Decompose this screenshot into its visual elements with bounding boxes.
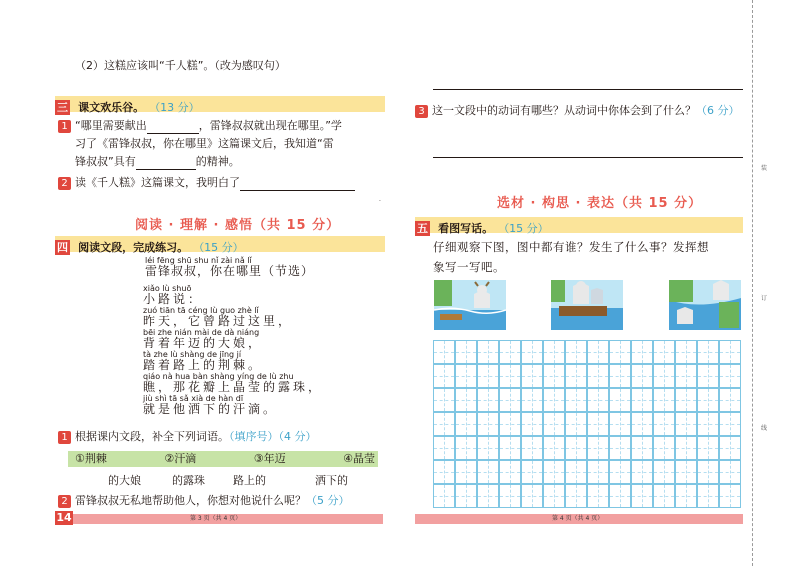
grid-cell[interactable] <box>719 340 741 364</box>
dot-mark: · <box>379 198 381 205</box>
answer-line[interactable] <box>433 157 743 158</box>
grid-cell[interactable] <box>719 412 741 436</box>
section-5-title-row <box>415 217 549 236</box>
grid-cell[interactable] <box>455 364 477 388</box>
question-text: “哪里需要献出 <box>75 119 147 132</box>
goat-rescue-picture-1 <box>434 280 506 330</box>
section-5-score: （15 分） <box>498 222 549 235</box>
grid-cell[interactable] <box>697 436 719 460</box>
grid-cell[interactable] <box>587 412 609 436</box>
poem-text: 踏着路上的荆棘。 <box>143 358 264 372</box>
question-note: （填序号） <box>229 430 279 443</box>
question-number: 1 <box>58 120 71 133</box>
grid-cell[interactable] <box>543 364 565 388</box>
writing-prompt-line-2: 象写一写吧。 <box>433 260 505 274</box>
grid-cell[interactable] <box>499 340 521 364</box>
grid-cell[interactable] <box>521 364 543 388</box>
grid-cell[interactable] <box>565 340 587 364</box>
s4-question-1 <box>58 430 317 444</box>
grid-cell[interactable] <box>631 412 653 436</box>
grid-cell[interactable] <box>499 484 521 508</box>
s4-question-2 <box>58 494 350 508</box>
grid-cell[interactable] <box>609 412 631 436</box>
question-text: 根据课内文段，补全下列词语。 <box>75 430 229 443</box>
section-5-title: 看图写话。 <box>438 222 494 235</box>
grid-cell[interactable] <box>609 388 631 412</box>
poem-pinyin: léi fēng shū shu nǐ zài nǎ lǐ <box>145 256 252 265</box>
poem-title-block <box>145 256 314 278</box>
grid-cell[interactable] <box>719 484 741 508</box>
grid-cell[interactable] <box>455 412 477 436</box>
answer-blank[interactable] <box>240 176 355 191</box>
poem-pinyin: zuó tiān tā céng lù guo zhè lǐ <box>143 306 259 315</box>
grid-cell[interactable] <box>719 436 741 460</box>
grid-cell[interactable] <box>675 484 697 508</box>
grid-cell[interactable] <box>499 412 521 436</box>
question-number: 1 <box>58 431 71 444</box>
grid-cell[interactable] <box>697 340 719 364</box>
grid-cell[interactable] <box>609 460 631 484</box>
poem-pinyin: xiǎo lù shuō <box>143 284 192 293</box>
grid-cell[interactable] <box>433 364 455 388</box>
grid-cell[interactable] <box>565 484 587 508</box>
poem-line <box>143 306 293 328</box>
grid-cell[interactable] <box>455 388 477 412</box>
grid-cell[interactable] <box>609 340 631 364</box>
grid-cell[interactable] <box>653 388 675 412</box>
grid-cell[interactable] <box>433 484 455 508</box>
grid-cell[interactable] <box>543 412 565 436</box>
section-4-badge: 四 <box>57 241 68 254</box>
grid-cell[interactable] <box>565 388 587 412</box>
grid-cell[interactable] <box>499 460 521 484</box>
grid-cell[interactable] <box>697 460 719 484</box>
grid-cell[interactable] <box>565 460 587 484</box>
word-options <box>75 452 375 466</box>
poem-pinyin: jiù shì tā sǎ xià de hàn dī <box>143 394 244 403</box>
section-3-title: 课文欢乐谷。 <box>78 101 145 114</box>
answer-line[interactable] <box>433 89 743 90</box>
binding-mark: 装 <box>761 165 768 172</box>
grid-cell[interactable] <box>609 484 631 508</box>
s3-question-1-line2: 习了《雷锋叔叔，你在哪里》这篇课文后，我知道“雷 <box>75 137 334 150</box>
poem-text: 瞧，那花瓣上晶莹的露珠， <box>143 380 324 394</box>
grid-cell[interactable] <box>653 364 675 388</box>
poem-line <box>143 372 323 394</box>
poem-text: 就是他洒下的汗滴。 <box>143 402 279 416</box>
poem-text: 昨天，它曾路过这里， <box>143 314 294 328</box>
grid-cell[interactable] <box>543 484 565 508</box>
grid-cell[interactable] <box>609 364 631 388</box>
question-number: 3 <box>415 105 428 118</box>
grid-cell[interactable] <box>543 460 565 484</box>
grid-cell[interactable] <box>653 460 675 484</box>
grid-cell[interactable] <box>543 436 565 460</box>
grid-cell[interactable] <box>455 340 477 364</box>
question-score: （5 分） <box>306 494 350 507</box>
blank-word[interactable]: 路上的 <box>233 474 266 487</box>
grid-cell[interactable] <box>631 436 653 460</box>
grid-cell[interactable] <box>543 388 565 412</box>
grid-cell[interactable] <box>499 436 521 460</box>
section-4-title-row <box>55 236 244 255</box>
section-3-title-row <box>55 96 200 115</box>
grid-cell[interactable] <box>719 388 741 412</box>
grid-cell[interactable] <box>697 412 719 436</box>
poem-pinyin: bēi zhe nián mài de dà niáng <box>143 328 260 337</box>
grid-cell[interactable] <box>455 484 477 508</box>
grid-cell[interactable] <box>719 460 741 484</box>
grid-cell[interactable] <box>587 460 609 484</box>
section-3-badge: 三 <box>57 101 68 114</box>
sentence-rewrite-question: （2）这糕应该叫“千人糕”。（改为感叹句） <box>75 59 286 72</box>
grid-cell[interactable] <box>587 364 609 388</box>
binding-mark: 订 <box>761 295 768 302</box>
grid-cell[interactable] <box>653 436 675 460</box>
poem-pinyin: tà zhe lù shàng de jīng jí <box>143 350 242 359</box>
grid-cell[interactable] <box>675 388 697 412</box>
writing-section-heading: 选材 · 构思 · 表达（共 15 分） <box>497 196 703 211</box>
grid-cell[interactable] <box>521 460 543 484</box>
page-number: 14 <box>56 511 72 524</box>
r-question-3 <box>415 104 740 118</box>
question-text: 的精神。 <box>195 155 240 168</box>
grid-cell[interactable] <box>587 340 609 364</box>
poem-line <box>143 394 278 416</box>
question-score: （4 分） <box>278 430 317 443</box>
question-text: 锋叔叔”具有 <box>75 155 136 168</box>
answer-blank[interactable] <box>136 155 196 170</box>
s3-question-1-line3 <box>75 155 240 170</box>
grid-cell[interactable] <box>653 412 675 436</box>
option-item: ①荆棘 <box>75 452 107 465</box>
grid-cell[interactable] <box>477 484 499 508</box>
grid-cell[interactable] <box>433 412 455 436</box>
grid-cell[interactable] <box>675 412 697 436</box>
grid-cell[interactable] <box>521 340 543 364</box>
goat-rescue-picture-3 <box>669 280 741 330</box>
poem-line <box>143 328 263 350</box>
grid-cell[interactable] <box>499 388 521 412</box>
grid-cell[interactable] <box>433 436 455 460</box>
answer-blank[interactable] <box>147 119 199 134</box>
grid-cell[interactable] <box>653 484 675 508</box>
grid-cell[interactable] <box>477 340 499 364</box>
grid-cell[interactable] <box>631 460 653 484</box>
section-4-title: 阅读文段，完成练习。 <box>78 241 189 254</box>
grid-cell[interactable] <box>587 436 609 460</box>
grid-cell[interactable] <box>697 388 719 412</box>
option-item: ④晶莹 <box>343 452 375 465</box>
question-score: （6 分） <box>696 104 740 117</box>
grid-cell[interactable] <box>477 436 499 460</box>
grid-cell[interactable] <box>477 460 499 484</box>
grid-cell[interactable] <box>631 388 653 412</box>
blank-word[interactable]: 的露珠 <box>172 474 205 487</box>
blank-word[interactable]: 洒下的 <box>315 474 348 487</box>
writing-grid[interactable] <box>433 340 741 508</box>
question-text: 读《千人糕》这篇课文，我明白了 <box>75 176 240 189</box>
grid-cell[interactable] <box>521 388 543 412</box>
binding-mark: 线 <box>761 425 768 432</box>
s3-question-1 <box>58 119 342 134</box>
poem-pinyin: qiáo nà hua bàn shàng yíng de lù zhu <box>143 372 294 381</box>
question-number: 2 <box>58 177 71 190</box>
grid-cell[interactable] <box>719 364 741 388</box>
question-number: 2 <box>58 495 71 508</box>
reading-section-heading: 阅读 · 理解 · 感悟（共 15 分） <box>135 218 341 233</box>
poem-line <box>143 284 203 306</box>
s3-question-2 <box>58 176 355 191</box>
question-text: ，雷锋叔叔就出现在哪里。”学 <box>198 119 342 132</box>
poem-title: 雷锋叔叔，你在哪里（节选） <box>145 264 315 278</box>
grid-cell[interactable] <box>675 364 697 388</box>
left-footer-text: 第 3 页（共 4 页） <box>190 515 242 522</box>
grid-cell[interactable] <box>433 340 455 364</box>
binding-dashed-line <box>752 0 753 566</box>
poem-text: 背着年迈的大娘， <box>143 336 264 350</box>
grid-cell[interactable] <box>521 436 543 460</box>
grid-cell[interactable] <box>543 340 565 364</box>
grid-cell[interactable] <box>521 412 543 436</box>
poem-line <box>143 350 263 372</box>
grid-cell[interactable] <box>587 388 609 412</box>
question-text: 雷锋叔叔无私地帮助他人，你想对他说什么呢？ <box>75 494 306 507</box>
option-item: ③年迈 <box>253 452 286 465</box>
grid-cell[interactable] <box>565 436 587 460</box>
grid-cell[interactable] <box>587 484 609 508</box>
section-3-score: （13 分） <box>149 101 200 114</box>
grid-cell[interactable] <box>477 388 499 412</box>
question-text: 这一文段中的动词有哪些？从动词中你体会到了什么？ <box>432 104 696 117</box>
grid-cell[interactable] <box>455 460 477 484</box>
grid-cell[interactable] <box>477 364 499 388</box>
grid-cell[interactable] <box>675 340 697 364</box>
grid-cell[interactable] <box>675 436 697 460</box>
right-footer-text: 第 4 页（共 4 页） <box>552 515 604 522</box>
grid-cell[interactable] <box>675 460 697 484</box>
grid-cell[interactable] <box>565 364 587 388</box>
grid-cell[interactable] <box>631 340 653 364</box>
grid-cell[interactable] <box>609 436 631 460</box>
grid-cell[interactable] <box>477 412 499 436</box>
option-item: ②汗滴 <box>164 452 197 465</box>
grid-cell[interactable] <box>653 340 675 364</box>
grid-cell[interactable] <box>455 436 477 460</box>
grid-cell[interactable] <box>697 364 719 388</box>
writing-prompt-line-1: 仔细观察下图，图中都有谁？发生了什么事？发挥想 <box>433 240 709 254</box>
grid-cell[interactable] <box>433 460 455 484</box>
grid-cell[interactable] <box>631 364 653 388</box>
blank-word[interactable]: 的大娘 <box>108 474 141 487</box>
grid-cell[interactable] <box>433 388 455 412</box>
poem-text: 小路说： <box>143 292 204 306</box>
grid-cell[interactable] <box>631 484 653 508</box>
section-5-badge: 五 <box>417 222 428 235</box>
grid-cell[interactable] <box>565 412 587 436</box>
grid-cell[interactable] <box>521 484 543 508</box>
goat-rescue-picture-2 <box>551 280 623 330</box>
section-4-score: （15 分） <box>193 241 244 254</box>
grid-cell[interactable] <box>499 364 521 388</box>
grid-cell[interactable] <box>697 484 719 508</box>
